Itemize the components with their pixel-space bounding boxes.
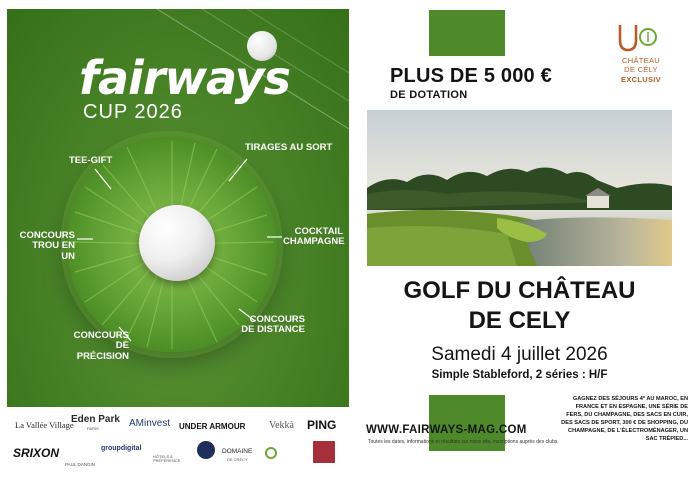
sponsor-under-armour: UNDER ARMOUR	[179, 422, 246, 431]
logo-name-line2: DE CÉLY	[624, 65, 658, 75]
prize-label: DE DOTATION	[390, 89, 468, 101]
event-format: Simple Stableford, 2 séries : H/F	[431, 369, 608, 381]
brand-title: fairways	[79, 51, 290, 105]
sponsor-aminvest: AMinvest	[129, 418, 171, 429]
golf-course-scene	[367, 110, 672, 266]
event-date: Samedi 4 juillet 2026	[431, 344, 608, 365]
logo-name-line1: CHÂTEAU	[622, 56, 660, 65]
chateau-logo-text	[606, 56, 676, 84]
logo-tag: EXCLUSIV	[621, 74, 661, 84]
sponsor-vallee-village: La Vallée Village	[15, 420, 74, 430]
sponsor-eden-park-city: PARIS	[87, 426, 99, 431]
sponsor-leaf-icon	[265, 447, 277, 459]
golf-course-photo	[367, 110, 672, 266]
feature-concours-precision: CONCOURS DE PRÉCISION	[73, 330, 129, 362]
sponsor-domaine: DOMAINE	[222, 448, 253, 455]
website-note: Toutes les dates, informations et résultats sur notre site, inscriptions auprès des clubs.	[368, 439, 559, 445]
sponsor-crest-icon	[313, 441, 335, 463]
green-accent-bar-top	[429, 10, 505, 56]
feature-cocktail-champagne: COCKTAIL CHAMPAGNE	[283, 226, 345, 248]
feature-concours-distance: CONCOURS DE DISTANCE	[241, 314, 305, 336]
website-link[interactable]: WWW.FAIRWAYS-MAG.COM	[366, 424, 527, 436]
sponsor-srixon: SRIXON	[13, 446, 60, 460]
prize-amount: PLUS DE 5 000 €	[390, 65, 552, 87]
sponsor-logos	[7, 407, 349, 483]
feature-tirages-au-sort: TIRAGES AU SORT	[245, 142, 333, 153]
sponsor-paul-dangin: PAUL DANGIN	[65, 462, 96, 467]
sponsor-ping: PING	[307, 418, 337, 432]
prizes-description: GAGNEZ DES SÉJOURS 4* AU MAROC, EN FRANCE ET EN ESPAGNE, UNE SÉRIE DE FERS, DU CHAMPAGNE, DES SACS EN CUIR, DES SACS DE SPORT, 300 € DE SHOPPING, DU CHAMPAGNE, DE L'ÉLECTROMÉNAGER, UN SAC TRÉPIED...	[561, 396, 688, 442]
venue-name: GOLF DU CHÂTEAU DE CELY	[403, 277, 636, 334]
poster-left-panel	[7, 9, 349, 483]
sponsor-domaine-sub: DE CRÉCY	[227, 457, 248, 462]
sponsor-eden-park: Eden Park	[71, 414, 120, 425]
callout-lines	[7, 9, 349, 409]
brand-subtitle: CUP 2026	[83, 101, 183, 123]
feature-tee-gift: TEE-GIFT	[69, 155, 113, 166]
feature-concours-trou-en-un: CONCOURS TROU EN UN	[19, 230, 75, 262]
sponsor-hotels-preference: HÔTELS & PRÉFÉRENCE	[153, 454, 181, 463]
sponsor-groupdigital: groupdigital	[101, 445, 142, 452]
chateau-de-cely-logo-icon	[616, 22, 658, 54]
sponsor-emblem-icon	[197, 441, 215, 459]
sponsor-vekka: Vekkà	[269, 420, 294, 431]
